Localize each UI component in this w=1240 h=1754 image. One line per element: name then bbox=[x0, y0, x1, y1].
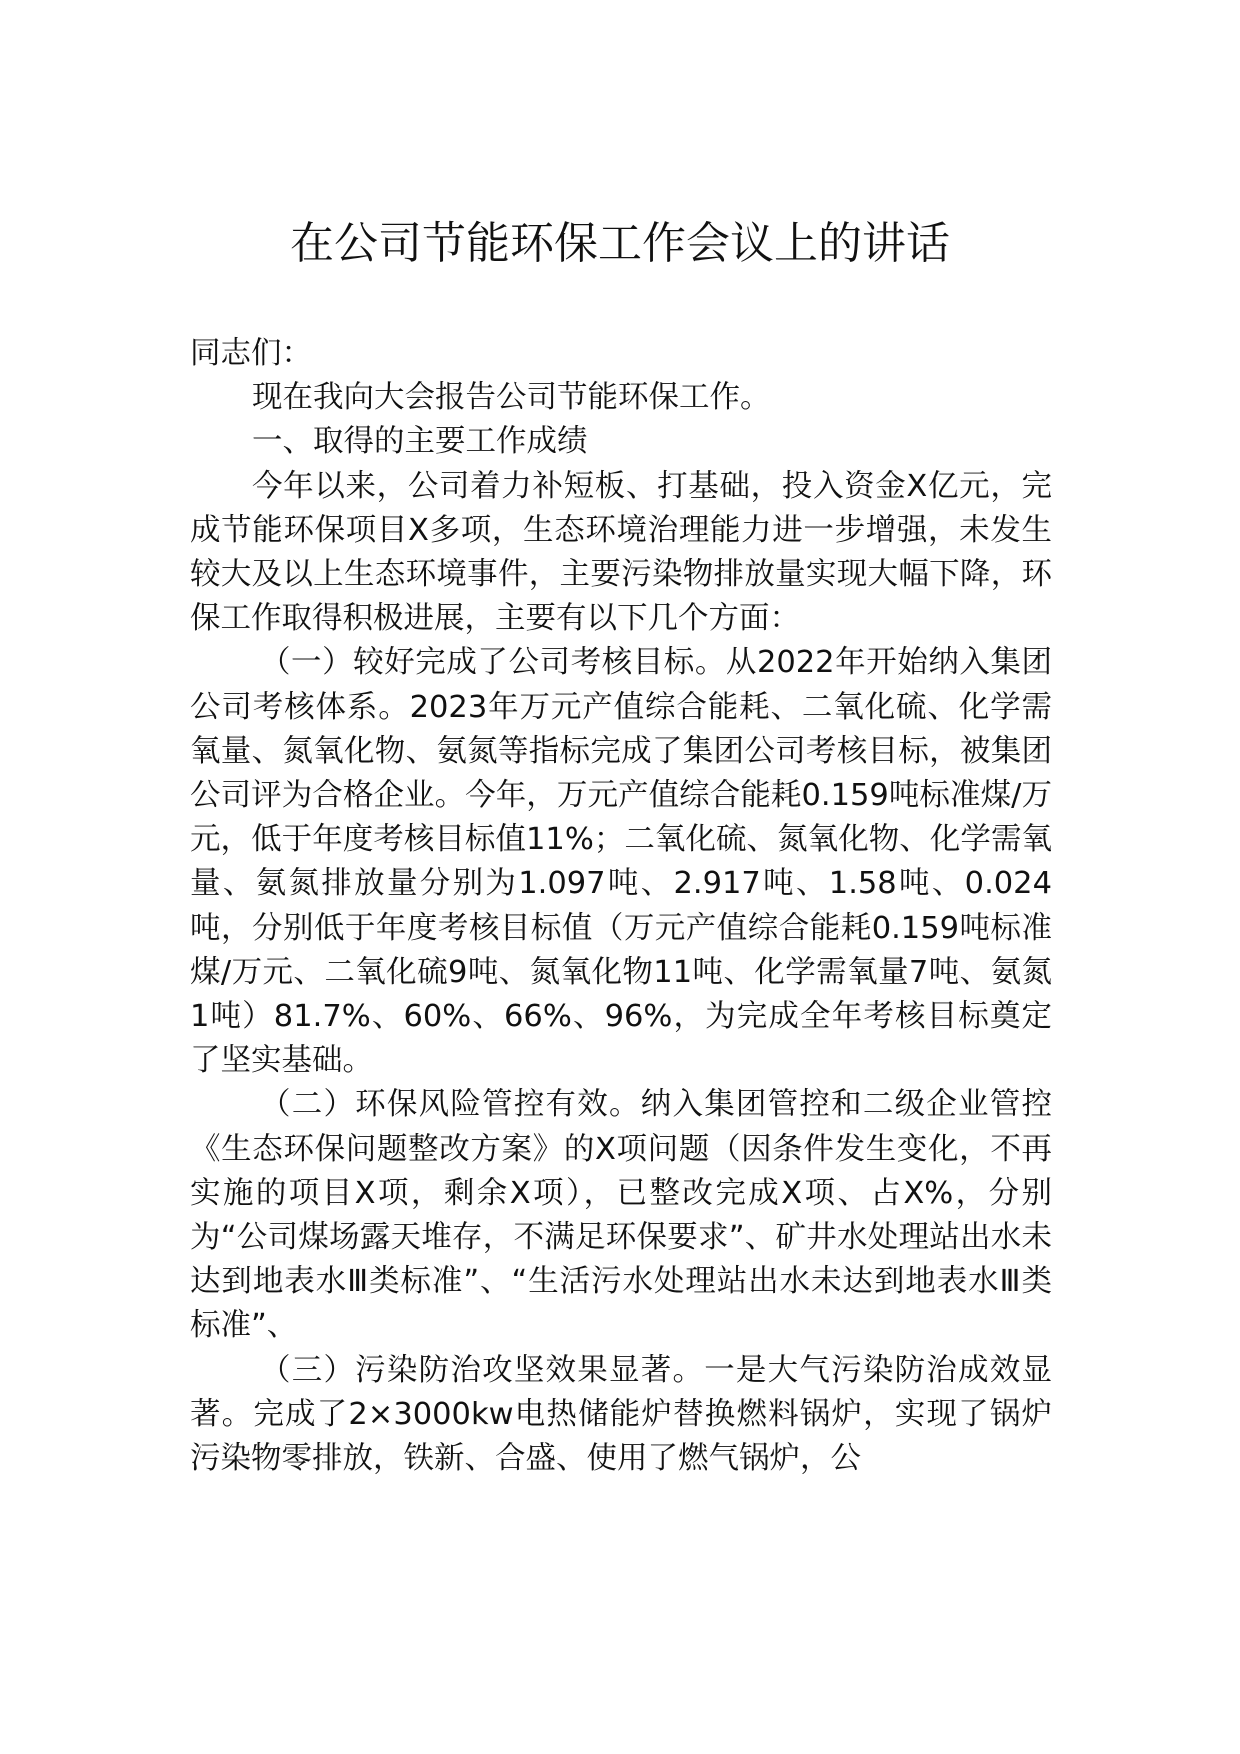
paragraph-intro: 现在我向大会报告公司节能环保工作。 bbox=[252, 380, 771, 416]
paragraph-item-1: （一）较好完成了公司考核目标。从2022年开始纳入集团公司考核体系。2023年万元产值综合能耗、二氧化硫、化学需氧量、氮氧化物、氨氮等指标完成了集团公司考核目标，被集团公司评为合格企业。今年，万元产值综合能耗0.159吨标准煤/万元，低于年度考核目标值11%；二氧化硫、氮氧化物、化学需氧量、氨氮排放量分别为1.097吨、2.917吨、1.58吨、0.024吨，分别低于年度考核目标值（万元产值综合能耗0.159吨标准煤/万元、二氧化硫9吨、氮氧化物11吨、化学需氧量7吨、氨氮1吨）81.7%、60%、66%、96%，为完成全年考核目标奠定了坚实基础。 bbox=[190, 645, 1052, 1079]
paragraph-overview: 今年以来，公司着力补短板、打基础，投入资金X亿元，完成节能环保项目X多项，生态环境治理能力进一步增强，未发生较大及以上生态环境事件，主要污染物排放量实现大幅下降，环保工作取得积极进展，主要有以下几个方面： bbox=[190, 468, 1052, 637]
paragraph-item-3: （三）污染防治攻坚效果显著。一是大气污染防治成效显著。完成了2×3000kw电热储能炉替换燃料锅炉，实现了锅炉污染物零排放，铁新、合盛、使用了燃气锅炉，公 bbox=[190, 1352, 1052, 1477]
paragraph-item-2: （二）环保风险管控有效。纳入集团管控和二级企业管控《生态环保问题整改方案》的X项问题（因条件发生变化，不再实施的项目X项，剩余X项），已整改完成X项、占X%，分别为“公司煤场露天堆存，不满足环保要求”、矿井水处理站出水未达到地表水Ⅲ类标准”、“生活污水处理站出水未达到地表水Ⅲ类标准”、 bbox=[190, 1087, 1052, 1344]
document-title: 在公司节能环保工作会议上的讲话 bbox=[290, 218, 950, 269]
section-heading-1: 一、取得的主要工作成绩 bbox=[252, 424, 588, 460]
document-body bbox=[190, 332, 1052, 1481]
salutation: 同志们： bbox=[190, 336, 312, 371]
